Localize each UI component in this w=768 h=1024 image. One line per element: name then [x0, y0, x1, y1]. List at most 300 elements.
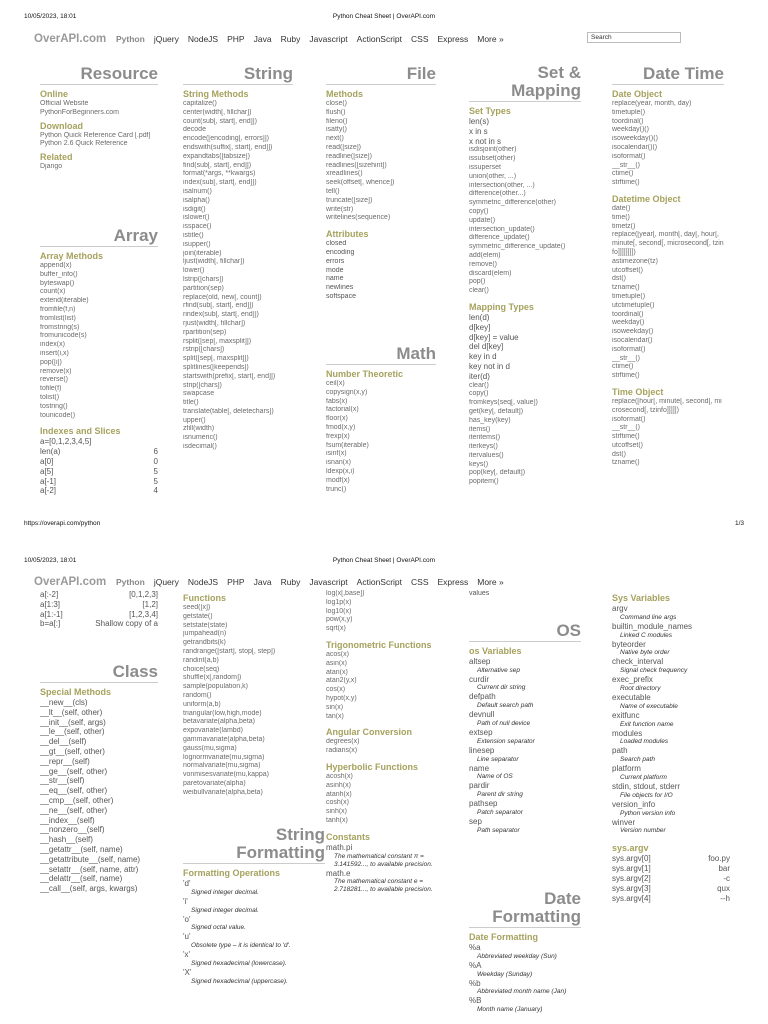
method-link[interactable]: atanh(x)	[326, 790, 352, 798]
method-link[interactable]: __str__(self)	[40, 776, 85, 786]
term[interactable]: altsep	[469, 656, 491, 666]
method-link[interactable]: intersection_update()	[469, 225, 535, 233]
method-link[interactable]: copy()	[469, 207, 489, 215]
nav-link-javascript[interactable]: Javascript	[309, 34, 348, 44]
method-link[interactable]: atan(x)	[326, 668, 348, 676]
method-link[interactable]: cosh(x)	[326, 799, 349, 807]
method-link[interactable]: timetuple()	[612, 292, 646, 300]
method-link[interactable]: fileno()	[326, 117, 348, 125]
method-link[interactable]: frexp(x)	[326, 432, 350, 440]
method-link[interactable]: time()	[612, 213, 630, 221]
method-link[interactable]: sample(population,k)	[183, 683, 248, 691]
method-link[interactable]: upper()	[183, 416, 206, 424]
section-title	[469, 64, 581, 102]
method-link[interactable]: writelines(sequence)	[326, 214, 391, 222]
method-link[interactable]: itervalues()	[469, 451, 504, 459]
method-link[interactable]: isdecimal()	[183, 443, 217, 451]
method-link[interactable]: floor(x)	[326, 415, 348, 423]
method-link[interactable]: factorial(x)	[326, 406, 359, 414]
kv-list	[612, 854, 730, 903]
method-link[interactable]: find(sub[, start[, end]])	[183, 161, 252, 169]
method-link[interactable]: istitle()	[183, 231, 204, 239]
method-link[interactable]: tounicode()	[40, 411, 76, 419]
method-link[interactable]: __str__()	[612, 424, 641, 432]
method-link[interactable]: count(x)	[40, 288, 66, 296]
method-link[interactable]: __call__(self, args, kwargs)	[40, 884, 138, 894]
method-link[interactable]: __gt__(self, other)	[40, 746, 105, 756]
method-link[interactable]: fsum(iterable)	[326, 441, 369, 449]
method-link[interactable]: translate(table[, deletechars])	[183, 407, 274, 415]
method-link[interactable]: splitlines([keepends])	[183, 363, 249, 371]
method-link[interactable]: __new__(cls)	[40, 698, 88, 707]
values-text: values	[469, 590, 490, 597]
method-link[interactable]: isnumeric()	[183, 434, 218, 442]
method-link[interactable]: toordinal()	[612, 117, 644, 125]
method-link[interactable]: tostring()	[40, 402, 68, 410]
method-link[interactable]: isocalendar()()	[612, 143, 658, 151]
method-link[interactable]: isoweekday()()	[612, 135, 658, 143]
method-link[interactable]: isalnum()	[183, 187, 212, 195]
nav-link-ruby[interactable]: Ruby	[280, 34, 301, 44]
method-link[interactable]: pop([i])	[40, 358, 62, 366]
subsection-title: Date Object	[612, 89, 663, 99]
term[interactable]: stdin, stdout, stderr	[612, 781, 681, 791]
method-link[interactable]: isatty()	[326, 126, 347, 134]
method-link[interactable]: timetz()	[612, 222, 636, 230]
search-input[interactable]: Search	[587, 32, 681, 43]
method-link[interactable]: __eq__(self, other)	[40, 786, 108, 796]
nav-link-express[interactable]: Express	[437, 34, 469, 44]
method-link[interactable]: isdigit()	[183, 205, 206, 213]
method-link[interactable]: next()	[326, 135, 344, 143]
method-link[interactable]: isinf(x)	[326, 450, 347, 458]
kv-row	[40, 467, 158, 477]
method-link[interactable]: symmetric_difference(other)	[469, 199, 557, 207]
nav-link-php[interactable]: PHP	[227, 577, 245, 587]
kv-value: --h	[720, 893, 730, 903]
method-link[interactable]: issubset(other)	[469, 155, 516, 163]
term[interactable]: %A	[469, 960, 482, 970]
resource-link[interactable]: Django	[40, 163, 63, 171]
term[interactable]: %B	[469, 996, 482, 1006]
nav-link-actionscript[interactable]: ActionScript	[356, 577, 403, 587]
method-link[interactable]: __le__(self, other)	[40, 727, 105, 737]
method-link[interactable]: __str__()	[612, 161, 641, 169]
nav-link-more[interactable]: More »	[477, 34, 504, 44]
method-link[interactable]: remove()	[469, 260, 498, 268]
method-link[interactable]: isoformat()	[612, 415, 646, 423]
method-link[interactable]: tofile(f)	[40, 385, 62, 393]
print-url: https://overapi.com/python	[24, 520, 101, 527]
method-link[interactable]: lower()	[183, 267, 205, 275]
method-link[interactable]: utcoffset()	[612, 266, 643, 274]
method-link[interactable]: pop(key[, default])	[469, 469, 526, 477]
method-link[interactable]: ctime()	[612, 170, 634, 178]
method-link[interactable]: fmod(x,y)	[326, 423, 356, 431]
method-link[interactable]: isoformat()	[612, 152, 646, 160]
term[interactable]: argv	[612, 604, 628, 613]
method-link[interactable]: copy()	[469, 390, 489, 398]
method-link[interactable]: modf(x)	[326, 476, 350, 484]
title-line-1: Set &	[537, 63, 581, 82]
term[interactable]: 'u'	[183, 932, 191, 942]
method-link[interactable]: tolist()	[40, 393, 60, 401]
method-link[interactable]: __cmp__(self, other)	[40, 795, 114, 805]
section-title: OS	[469, 621, 581, 642]
term[interactable]: pardir	[469, 781, 490, 791]
method-link[interactable]: clear()	[469, 287, 489, 295]
method-link[interactable]: isoweekday()	[612, 328, 654, 336]
method-link[interactable]: isnan(x)	[326, 459, 351, 467]
site-logo[interactable]: OverAPI.com	[34, 33, 107, 45]
nav-link-jquery[interactable]: jQuery	[153, 34, 179, 44]
method-link[interactable]: degrees(x)	[326, 738, 360, 746]
method-link[interactable]: update()	[469, 216, 496, 224]
method-link[interactable]: __hash__(self)	[40, 835, 93, 845]
method-link[interactable]: rsplit([sep[, maxsplit]])	[183, 337, 252, 345]
method-link[interactable]: strip([chars])	[183, 381, 222, 389]
method-link[interactable]: readlines([sizehint])	[326, 161, 387, 169]
method-link[interactable]: seed([x])	[183, 604, 211, 611]
method-link[interactable]: pow(x,y)	[326, 616, 353, 624]
method-link[interactable]: isoformat()	[612, 345, 646, 353]
term[interactable]: sep	[469, 816, 482, 826]
method-link[interactable]: keys()	[469, 460, 489, 468]
method-link[interactable]: iteritems()	[469, 434, 501, 442]
method-link[interactable]: date()	[612, 204, 631, 212]
method-link[interactable]: truncate([size])	[326, 196, 373, 204]
method-link[interactable]: tanh(x)	[326, 816, 348, 824]
method-link[interactable]: ldexp(x,i)	[326, 467, 355, 475]
method-link[interactable]: weekday()	[612, 319, 645, 327]
title-line-2: Formatting	[492, 907, 581, 926]
code-line: del d[key]	[469, 342, 504, 352]
term[interactable]: exitfunc	[612, 710, 640, 720]
term-description: The mathematical constant e = 2.718281..., to available precision.	[334, 878, 433, 894]
method-link[interactable]: startswith(prefix[, start[, end]])	[183, 372, 276, 380]
method-link[interactable]: ljust(width[, fillchar])	[183, 258, 245, 266]
method-link[interactable]: extend(iterable)	[40, 297, 89, 305]
method-link[interactable]: getstate()	[183, 612, 213, 620]
method-link[interactable]: __str__()	[612, 354, 641, 362]
method-link[interactable]: index(sub[, start[, end]])	[183, 179, 257, 187]
method-link[interactable]: flush()	[326, 108, 346, 116]
method-link[interactable]: remove(x)	[40, 367, 72, 375]
method-link[interactable]: lstrip([chars])	[183, 275, 224, 283]
method-link[interactable]: fromstring(s)	[40, 323, 80, 331]
method-link[interactable]: format(*args, **kwargs)	[183, 170, 256, 178]
term[interactable]: pathsep	[469, 799, 498, 809]
method-link[interactable]: weibullvariate(alpha,beta)	[183, 788, 263, 796]
method-link[interactable]: close()	[326, 100, 348, 107]
term[interactable]: check_interval	[612, 657, 664, 667]
method-link[interactable]: write(str)	[326, 205, 354, 213]
method-link[interactable]: ctime()	[612, 363, 634, 371]
method-link[interactable]: split([sep[, maxsplit]])	[183, 355, 249, 363]
method-link[interactable]: timetuple()	[612, 108, 646, 116]
method-link[interactable]: symmetric_difference_update()	[469, 243, 566, 251]
method-link[interactable]: normalvariate(mu,sigma)	[183, 762, 261, 770]
method-link[interactable]: utcoffset()	[612, 441, 643, 449]
method-link[interactable]: log1p(x)	[326, 598, 352, 606]
term[interactable]: 'x'	[183, 950, 191, 960]
method-link[interactable]: clear()	[469, 381, 489, 389]
method-link[interactable]: log10(x)	[326, 607, 352, 615]
method-link[interactable]: reverse()	[40, 376, 69, 384]
method-link[interactable]: title()	[183, 399, 199, 407]
method-link[interactable]: tzname()	[612, 459, 640, 467]
method-link[interactable]: __getattribute__(self, name)	[40, 854, 141, 864]
term-description: Signed octal value.	[191, 924, 246, 932]
method-link[interactable]: isalpha()	[183, 196, 210, 204]
method-link[interactable]: gammavariate(alpha,beta)	[183, 735, 265, 743]
nav-link-python[interactable]: Python	[116, 34, 145, 44]
method-link[interactable]: strftime()	[612, 433, 640, 441]
term[interactable]: 'd'	[183, 879, 191, 888]
method-link[interactable]: union(other, ...)	[469, 172, 517, 180]
method-link[interactable]: endswith(suffix[, start[, end]])	[183, 143, 273, 151]
method-link[interactable]: replace(old, new[, count])	[183, 293, 262, 301]
subsection-title: Attributes	[326, 229, 369, 240]
method-link[interactable]: index(x)	[40, 341, 65, 349]
method-link[interactable]: replace([hour[, minute[, second[, microsecond[, tzinfo]]]]])	[612, 397, 722, 414]
method-link[interactable]: tan(x)	[326, 712, 344, 720]
method-link[interactable]: rindex(sub[, start[, end]])	[183, 311, 259, 319]
nav-link-javascript[interactable]: Javascript	[309, 577, 348, 587]
method-link[interactable]: expandtabs([tabsize])	[183, 152, 250, 160]
method-link[interactable]: isdisjoint(other)	[469, 146, 517, 154]
code-line: iter(d)	[469, 371, 490, 381]
method-link[interactable]: asinh(x)	[326, 781, 351, 789]
method-link[interactable]: items()	[469, 425, 491, 433]
term[interactable]: builtin_module_names	[612, 621, 693, 631]
method-link[interactable]: difference(other...)	[469, 190, 526, 198]
method-link[interactable]: fromfile(f,n)	[40, 305, 76, 313]
method-link[interactable]: tell()	[326, 187, 340, 195]
method-link[interactable]: seek(offset[, whence])	[326, 179, 395, 187]
method-link[interactable]: betavariate(alpha,beta)	[183, 718, 255, 726]
term[interactable]: name	[469, 763, 490, 773]
method-link[interactable]: has_key(key)	[469, 416, 511, 424]
method-link[interactable]: fabs(x)	[326, 397, 348, 405]
method-link[interactable]: asin(x)	[326, 659, 348, 667]
term[interactable]: modules	[612, 728, 643, 738]
method-link[interactable]: zfill(width)	[183, 425, 215, 433]
method-link[interactable]: tzname()	[612, 284, 640, 292]
method-link[interactable]: choice(seq)	[183, 665, 220, 673]
column-2	[183, 590, 325, 1024]
method-link[interactable]: fromkeys(seq[, value])	[469, 399, 538, 407]
method-link[interactable]: paretovariate(alpha)	[183, 779, 246, 787]
code-line: d[key]	[469, 322, 491, 332]
nav-link-java[interactable]: Java	[253, 577, 272, 587]
nav-link-ruby[interactable]: Ruby	[280, 577, 301, 587]
term[interactable]: platform	[612, 764, 641, 774]
term[interactable]: executable	[612, 692, 651, 702]
method-link[interactable]: readline([size])	[326, 152, 372, 160]
method-link[interactable]: setstate(state)	[183, 621, 228, 629]
nav-link-css[interactable]: CSS	[411, 34, 429, 44]
method-link[interactable]: buffer_info()	[40, 270, 78, 278]
method-link[interactable]: read([size])	[326, 143, 362, 151]
method-link[interactable]: partition(sep)	[183, 284, 224, 292]
method-link[interactable]: replace([year[, month[, day[, hour[, minute[, second[, microsecond[, tzinfo]]]]]]]])	[612, 231, 724, 256]
method-link[interactable]: isupper()	[183, 240, 211, 248]
term[interactable]: %b	[469, 978, 481, 988]
method-link[interactable]: weekday()()	[612, 126, 649, 134]
method-link[interactable]: strftime()	[612, 372, 640, 380]
term[interactable]: %a	[469, 943, 481, 952]
method-link[interactable]: vonmisesvariate(mu,kappa)	[183, 771, 269, 779]
method-link[interactable]: randint(a,b)	[183, 656, 219, 664]
method-link[interactable]: __setattr__(self, name, attr)	[40, 864, 139, 874]
method-link[interactable]: difference_update()	[469, 234, 530, 242]
kv-value: foo.py	[708, 854, 730, 864]
method-link[interactable]: randrange([start], stop[, step])	[183, 647, 276, 655]
method-link[interactable]: rfind(sub[, start[, end]])	[183, 302, 254, 310]
method-link[interactable]: sqrt(x)	[326, 625, 346, 633]
method-link[interactable]: capitalize()	[183, 100, 217, 107]
method-link[interactable]: isspace()	[183, 223, 212, 231]
method-link[interactable]: lognormvariate(mu,sigma)	[183, 753, 265, 761]
method-link[interactable]: insert(i,x)	[40, 349, 69, 357]
method-link[interactable]: getrandbits(k)	[183, 639, 226, 647]
resource-link[interactable]: Python Quick Reference Card [.pdf]	[40, 131, 151, 139]
method-link[interactable]: strftime()	[612, 179, 640, 187]
method-link[interactable]: ceil(x)	[326, 380, 345, 387]
nav-link-express[interactable]: Express	[437, 577, 469, 587]
method-link[interactable]: hypot(x,y)	[326, 694, 357, 702]
nav-link-java[interactable]: Java	[253, 34, 272, 44]
method-link[interactable]: log(x[,base])	[326, 590, 365, 597]
method-link[interactable]: __lt__(self, other)	[40, 707, 103, 717]
term[interactable]: winver	[612, 817, 636, 827]
method-link[interactable]: __del__(self)	[40, 737, 87, 747]
nav-link-nodejs[interactable]: NodeJS	[187, 34, 219, 44]
column-4	[469, 58, 587, 512]
method-link[interactable]: replace(year, month, day)	[612, 100, 692, 107]
resource-link[interactable]: Python 2.6 Quick Reference	[40, 140, 128, 148]
method-link[interactable]: rpartition(sep)	[183, 328, 227, 336]
method-link[interactable]: __getattr__(self, name)	[40, 844, 123, 854]
method-link[interactable]: isocalendar()	[612, 336, 653, 344]
method-link[interactable]: jumpahead(n)	[183, 630, 227, 638]
method-link[interactable]: expovariate(lambd)	[183, 727, 243, 735]
term[interactable]: exec_prefix	[612, 675, 653, 685]
term[interactable]: 'i'	[183, 896, 188, 906]
method-link[interactable]: acos(x)	[326, 650, 349, 658]
nav-link-nodejs[interactable]: NodeJS	[187, 577, 219, 587]
method-link[interactable]: get(key[, default])	[469, 407, 524, 415]
method-link[interactable]: fromunicode(s)	[40, 332, 87, 340]
method-link[interactable]: intersection(other, ...)	[469, 181, 535, 189]
term-description: Path of null device	[477, 719, 531, 727]
nav-link-python[interactable]: Python	[116, 577, 145, 587]
method-link[interactable]: acosh(x)	[326, 772, 353, 780]
method-link[interactable]: __ne__(self, other)	[40, 805, 108, 815]
term[interactable]: linesep	[469, 745, 495, 755]
method-link[interactable]: join(iterable)	[183, 249, 222, 257]
method-link[interactable]: triangular(low,high,mode)	[183, 709, 262, 717]
method-link[interactable]: radians(x)	[326, 747, 358, 755]
resource-link[interactable]: Official Website	[40, 100, 89, 107]
nav-link-more[interactable]: More »	[477, 577, 504, 587]
method-link[interactable]: fromlist(list)	[40, 314, 76, 322]
method-link[interactable]: byteswap()	[40, 279, 75, 287]
term[interactable]: 'o'	[183, 914, 191, 924]
nav-link-php[interactable]: PHP	[227, 34, 245, 44]
method-link[interactable]: popitem()	[469, 478, 499, 486]
method-link[interactable]: shuffle(x[,random])	[183, 674, 242, 682]
method-link[interactable]: xreadlines()	[326, 170, 363, 178]
method-link[interactable]: dst()	[612, 450, 626, 458]
method-link[interactable]: __delattr__(self, name)	[40, 874, 123, 884]
method-link[interactable]: rstrip([chars])	[183, 346, 225, 354]
method-link[interactable]: __repr__(self)	[40, 756, 90, 766]
method-link[interactable]: count(sub[, start[, end]])	[183, 117, 257, 125]
method-link[interactable]: encode([encoding[, errors]])	[183, 135, 269, 143]
method-link[interactable]: center(width[, fillchar])	[183, 108, 252, 116]
site-logo[interactable]: OverAPI.com	[34, 576, 107, 588]
column-5	[612, 58, 730, 512]
term[interactable]: path	[612, 746, 628, 756]
method-link[interactable]: iterkeys()	[469, 443, 498, 451]
method-link[interactable]: cos(x)	[326, 686, 346, 694]
method-link[interactable]: pop()	[469, 278, 486, 286]
nav-link-actionscript[interactable]: ActionScript	[356, 34, 403, 44]
method-link[interactable]: __ge__(self, other)	[40, 766, 108, 776]
column-4	[469, 590, 587, 1024]
method-link[interactable]: dst()	[612, 275, 626, 283]
method-link[interactable]: gauss(mu,sigma)	[183, 744, 237, 752]
method-link[interactable]: copysign(x,y)	[326, 388, 368, 396]
term[interactable]: defpath	[469, 692, 496, 702]
method-link[interactable]: islower()	[183, 214, 210, 222]
method-link[interactable]: atan2(y,x)	[326, 677, 357, 685]
kv-key: sys.argv[4]	[612, 893, 651, 903]
method-link[interactable]: rjust(width[, fillchar])	[183, 319, 246, 327]
method-link[interactable]: __index__(self)	[40, 815, 95, 825]
nav-link-jquery[interactable]: jQuery	[153, 577, 179, 587]
method-link[interactable]: random()	[183, 691, 212, 699]
method-link[interactable]: swapcase	[183, 390, 215, 398]
method-link[interactable]: discard(elem)	[469, 269, 512, 277]
term[interactable]: math.pi	[326, 842, 353, 852]
term[interactable]: version_info	[612, 799, 656, 809]
method-link[interactable]: uniform(a,b)	[183, 700, 221, 708]
term[interactable]: curdir	[469, 674, 490, 684]
method-link[interactable]: astimezone(tz)	[612, 257, 658, 265]
method-link[interactable]: sin(x)	[326, 703, 344, 711]
term[interactable]: 'X'	[183, 967, 192, 977]
method-link[interactable]: add(elem)	[469, 251, 501, 259]
nav-link-css[interactable]: CSS	[411, 577, 429, 587]
method-link[interactable]: __nonzero__(self)	[40, 825, 105, 835]
method-link[interactable]: trunc()	[326, 485, 347, 493]
term[interactable]: byteorder	[612, 639, 646, 649]
method-link[interactable]: utctimetuple()	[612, 301, 655, 309]
method-link[interactable]: append(x)	[40, 262, 72, 269]
resource-link[interactable]: PythonForBeginners.com	[40, 108, 119, 116]
method-link[interactable]: __init__(self, args)	[40, 717, 106, 727]
method-link[interactable]: sinh(x)	[326, 808, 348, 816]
term[interactable]: extsep	[469, 727, 493, 737]
method-link[interactable]: toordinal()	[612, 310, 644, 318]
method-link[interactable]: issuperset	[469, 163, 501, 171]
term[interactable]: devnull	[469, 710, 495, 720]
method-link[interactable]: decode	[183, 126, 206, 134]
term[interactable]: math.e	[326, 868, 351, 878]
